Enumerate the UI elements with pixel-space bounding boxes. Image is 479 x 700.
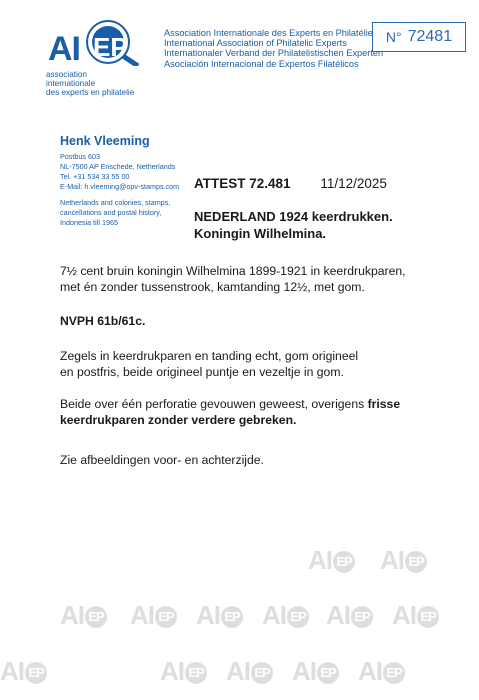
logo-line: association bbox=[46, 70, 87, 79]
watermark-ai: AI bbox=[326, 600, 350, 630]
description-line: 7½ cent bruin koningin Wilhelmina 1899-1921 in keerdrukparen, bbox=[60, 264, 406, 278]
sender-phone: Tel. +31 534 33 55 00 bbox=[60, 172, 130, 181]
sender-name: Henk Vleeming bbox=[60, 134, 150, 148]
watermark-logo bbox=[130, 600, 177, 631]
number-prefix: N° bbox=[385, 29, 402, 45]
certificate-number-box bbox=[372, 22, 466, 52]
watermark-ep: EP bbox=[221, 606, 243, 628]
images-note: Zie afbeeldingen voor- en achterzijde. bbox=[60, 453, 264, 467]
condition-line bbox=[60, 396, 470, 412]
association-line: Asociación Internacional de Expertos Filatélicos bbox=[164, 58, 359, 69]
attest-date: 11/12/2025 bbox=[320, 176, 387, 191]
watermark-ep: EP bbox=[417, 606, 439, 628]
watermark-ai: AI bbox=[262, 600, 286, 630]
watermark-ai: AI bbox=[60, 600, 84, 630]
watermark-logo bbox=[308, 545, 355, 576]
association-line: International Association of Philatelic Experts bbox=[164, 38, 347, 49]
watermark-logo bbox=[358, 656, 405, 687]
watermark-ep: EP bbox=[25, 662, 47, 684]
watermark-ep: EP bbox=[85, 606, 107, 628]
logo-line: internationale bbox=[46, 79, 96, 88]
watermark-ai: AI bbox=[160, 656, 184, 686]
watermark-logo bbox=[226, 656, 273, 687]
sender-address-line: NL-7500 AP Enschede, Netherlands bbox=[60, 162, 176, 171]
watermark-ai: AI bbox=[308, 545, 332, 575]
watermark-logo bbox=[292, 656, 339, 687]
sender-address-line: Postbus 603 bbox=[60, 152, 100, 161]
association-line: Association Internationale des Experts en Philatélie bbox=[164, 28, 373, 38]
watermark-logo bbox=[160, 656, 207, 687]
certificate-number: 72481 bbox=[407, 28, 453, 45]
association-names bbox=[164, 28, 383, 69]
logo-line: des experts en philatelie bbox=[46, 88, 135, 97]
sender-speciality bbox=[60, 198, 179, 228]
sender-block bbox=[60, 134, 179, 228]
authenticity-line: Zegels in keerdrukparen en tanding echt, gom origineel bbox=[60, 349, 359, 363]
logo-abbrev-ep: EP bbox=[93, 32, 128, 62]
logo-caption bbox=[46, 70, 134, 97]
aiep-logo bbox=[46, 18, 158, 97]
authenticity-paragraph bbox=[60, 348, 470, 380]
watermark-logo bbox=[60, 600, 107, 631]
speciality-line: Netherlands and colonies, stamps, bbox=[60, 198, 171, 207]
speciality-line: cancellations and postal history, bbox=[60, 208, 162, 217]
sender-email: E-Mail: h.vleeming@opv-stamps.com bbox=[60, 182, 180, 191]
watermark-ai: AI bbox=[196, 600, 220, 630]
description-paragraph bbox=[60, 263, 470, 295]
watermark-logo bbox=[326, 600, 373, 631]
watermark-ep: EP bbox=[333, 551, 355, 573]
watermark-ep: EP bbox=[317, 662, 339, 684]
watermark-logo bbox=[380, 545, 427, 576]
association-line: Internationaler Verband der Philatelistischen Experten bbox=[164, 48, 384, 59]
watermark-logo bbox=[392, 600, 439, 631]
condition-text: Beide over één perforatie gevouwen geweest, overigens bbox=[60, 397, 368, 411]
watermark-ai: AI bbox=[0, 656, 24, 686]
watermark-ep: EP bbox=[351, 606, 373, 628]
attest-subject bbox=[194, 208, 393, 242]
attest-id: ATTEST 72.481 bbox=[194, 176, 291, 191]
watermark-ai: AI bbox=[130, 600, 154, 630]
watermark-ai: AI bbox=[392, 600, 416, 630]
authenticity-line: en postfris, beide origineel puntje en vezeltje in gom. bbox=[60, 365, 344, 379]
watermark-ep: EP bbox=[251, 662, 273, 684]
catalogue-number: NVPH 61b/61c. bbox=[60, 314, 146, 328]
watermark-ep: EP bbox=[383, 662, 405, 684]
watermark-logo bbox=[262, 600, 309, 631]
watermark-logo bbox=[0, 656, 47, 687]
watermark-ep: EP bbox=[287, 606, 309, 628]
watermark-ep: EP bbox=[155, 606, 177, 628]
condition-bold-text: frisse bbox=[367, 397, 401, 411]
watermark-logo bbox=[196, 600, 243, 631]
watermark-ai: AI bbox=[358, 656, 382, 686]
watermark-ep: EP bbox=[405, 551, 427, 573]
watermark-ai: AI bbox=[226, 656, 250, 686]
condition-paragraph bbox=[60, 396, 470, 428]
subject-line: Koningin Wilhelmina. bbox=[194, 226, 327, 241]
watermark-ep: EP bbox=[185, 662, 207, 684]
condition-bold-line: keerdrukparen zonder verdere gebreken. bbox=[60, 413, 297, 427]
logo-abbrev-ai: AI bbox=[48, 30, 80, 68]
attest-header bbox=[194, 176, 387, 191]
watermark-ai: AI bbox=[292, 656, 316, 686]
subject-line: NEDERLAND 1924 keerdrukken. bbox=[194, 209, 393, 224]
description-line: met én zonder tussenstrook, kamtanding 12½, met gom. bbox=[60, 280, 365, 294]
speciality-line: Indonesia till 1965 bbox=[60, 218, 118, 227]
watermark-ai: AI bbox=[380, 545, 404, 575]
